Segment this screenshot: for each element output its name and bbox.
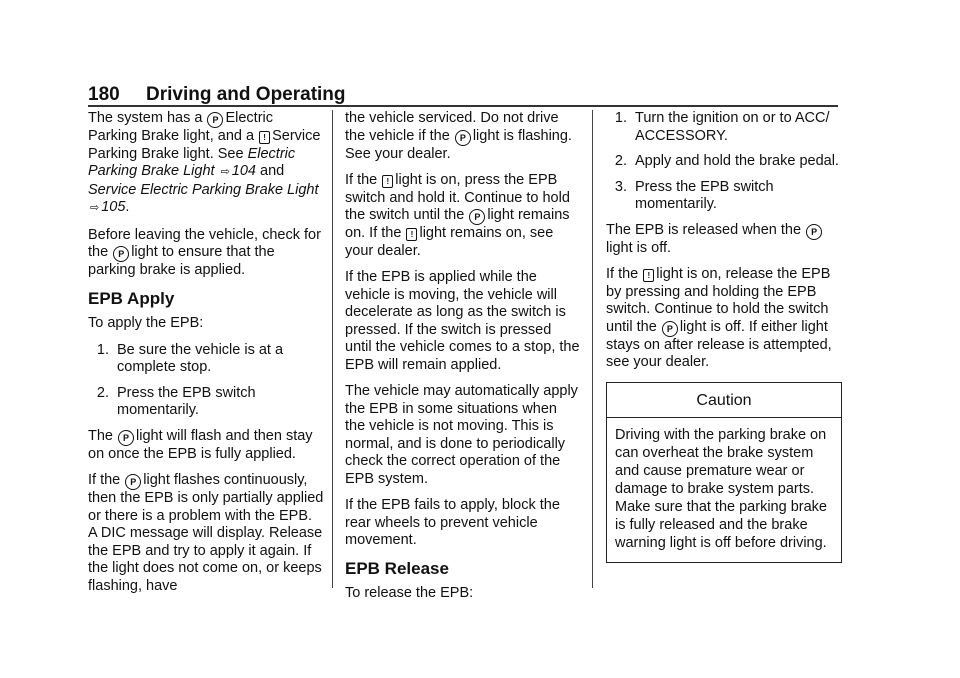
text: light flashes continuously, then the EPB is only partially applied or there is a problem with the EPB. A DIC message will display. Release the EPB and try to apply it again. If the light does not come on, or keeps flashing, have (88, 472, 324, 594)
text: the vehicle serviced. Do not drive the vehicle if the (345, 110, 559, 144)
text: light is off. (606, 239, 672, 256)
page-ref[interactable]: 105 (101, 199, 126, 215)
parking-brake-icon: P (469, 209, 485, 225)
step-text: Be sure the vehicle is at a complete stop. (117, 341, 284, 375)
service-brake-icon: ! (259, 131, 270, 144)
step-number: 2. (96, 384, 109, 401)
step-text: Press the EPB switch momentarily. (635, 178, 774, 212)
parking-brake-icon: P (118, 430, 134, 446)
service-brake-icon: ! (406, 228, 417, 241)
column-2 (345, 110, 581, 612)
apply-intro: To apply the EPB: (88, 315, 204, 331)
page-number: 180 (88, 84, 120, 105)
parking-brake-icon: P (662, 321, 678, 337)
list-item (606, 153, 842, 171)
section-title: Driving and Operating (146, 84, 346, 105)
page-header (88, 84, 346, 106)
step-text: Turn the ignition on or to ACC/ ACCESSORY. (635, 110, 830, 144)
heading-epb-apply: EPB Apply (88, 288, 175, 308)
text: The (88, 427, 113, 444)
list-item (88, 385, 324, 420)
column-divider (332, 110, 333, 588)
text: Before leaving the vehicle, check for the (88, 226, 321, 260)
text: If the (345, 172, 378, 188)
step-text: Press the EPB switch momentarily. (117, 384, 256, 418)
text: light will flash and then stay on once the EPB is fully applied. (88, 427, 313, 462)
moving-paragraph: If the EPB is applied while the vehicle is moving, the vehicle will decelerate as long as the switch is pressed. If the switch is pressed until the vehicle comes to a stop, the EPB will remain applied. (345, 269, 580, 373)
intro-paragraph: The system has a P Electric Parking Brake light, and a ! Service Parking Brake light. See Electric Parking Brake Light ⇨ 104 and Service Electric Parking Brake Light ⇨ 105. (88, 110, 321, 215)
list-item (606, 179, 842, 214)
column-1 (88, 110, 324, 604)
column-divider (592, 110, 593, 588)
release-intro: To release the EPB: (345, 585, 474, 601)
text: Electric Parking Brake light, and a (88, 110, 274, 144)
auto-apply-paragraph: The vehicle may automatically apply the EPB in some situations when the vehicle is not moving. This is normal, and is done to periodically check the correct operation of the EPB system. (345, 383, 578, 487)
page-ref-arrow-icon: ⇨ (90, 202, 100, 214)
page-ref-arrow-icon: ⇨ (220, 166, 230, 178)
text: light is flashing. See your dealer. (345, 127, 572, 162)
service-brake-icon: ! (382, 175, 393, 188)
heading-epb-release: EPB Release (345, 558, 449, 578)
text: light is off. If either light stays on after release is attempted, see your dealer. (606, 318, 832, 370)
step-number: 3. (614, 178, 627, 195)
text: If the (606, 266, 639, 282)
service-light-paragraph (345, 172, 581, 260)
link-epb-light[interactable]: Electric Parking Brake Light (88, 145, 296, 179)
serviced-paragraph (345, 110, 581, 163)
caution-box (606, 382, 842, 564)
list-item (88, 342, 324, 377)
parking-brake-icon: P (207, 112, 223, 128)
caution-title: Caution (607, 383, 841, 419)
parking-brake-icon: P (455, 130, 471, 146)
text: light is on, release the EPB by pressing and holding the EPB switch. Continue to hold the switch until the (606, 266, 831, 335)
text: light remains on. If the (345, 207, 570, 241)
released-paragraph (606, 222, 842, 258)
step-number: 1. (96, 341, 109, 358)
fails-paragraph: If the EPB fails to apply, block the rear wheels to prevent vehicle movement. (345, 497, 560, 548)
link-service-light[interactable]: Service Electric Parking Brake Light (88, 181, 319, 198)
release-service-paragraph (606, 266, 842, 372)
column-3 (606, 110, 842, 563)
text: and (260, 163, 285, 179)
check-paragraph (88, 227, 324, 280)
text: Service Parking Brake light. See (88, 128, 321, 162)
flash-paragraph (88, 428, 324, 464)
header-rule (88, 105, 838, 107)
caution-body: Driving with the parking brake on can overheat the brake system and cause premature wear or damage to brake system parts. Make sure that the parking brake is fully released and the brake warning light is off before driving. (615, 427, 827, 551)
text: The system has a (88, 110, 203, 126)
parking-brake-icon: P (125, 474, 141, 490)
text: If the (88, 472, 121, 488)
parking-brake-icon: P (806, 224, 822, 240)
text: light to ensure that the parking brake is applied. (88, 244, 275, 278)
step-number: 2. (614, 153, 627, 169)
step-text: Apply and hold the brake pedal. (635, 153, 839, 169)
continuous-paragraph (88, 472, 324, 595)
text: light is on, press the EPB switch and hold it. Continue to hold the switch until the (345, 172, 570, 223)
text: The EPB is released when the (606, 221, 802, 238)
step-number: 1. (614, 110, 627, 126)
list-item (606, 110, 842, 145)
text: light remains on, see your dealer. (345, 225, 554, 259)
service-brake-icon: ! (643, 269, 654, 282)
parking-brake-icon: P (113, 246, 129, 262)
page-ref[interactable]: 104 (231, 163, 256, 179)
